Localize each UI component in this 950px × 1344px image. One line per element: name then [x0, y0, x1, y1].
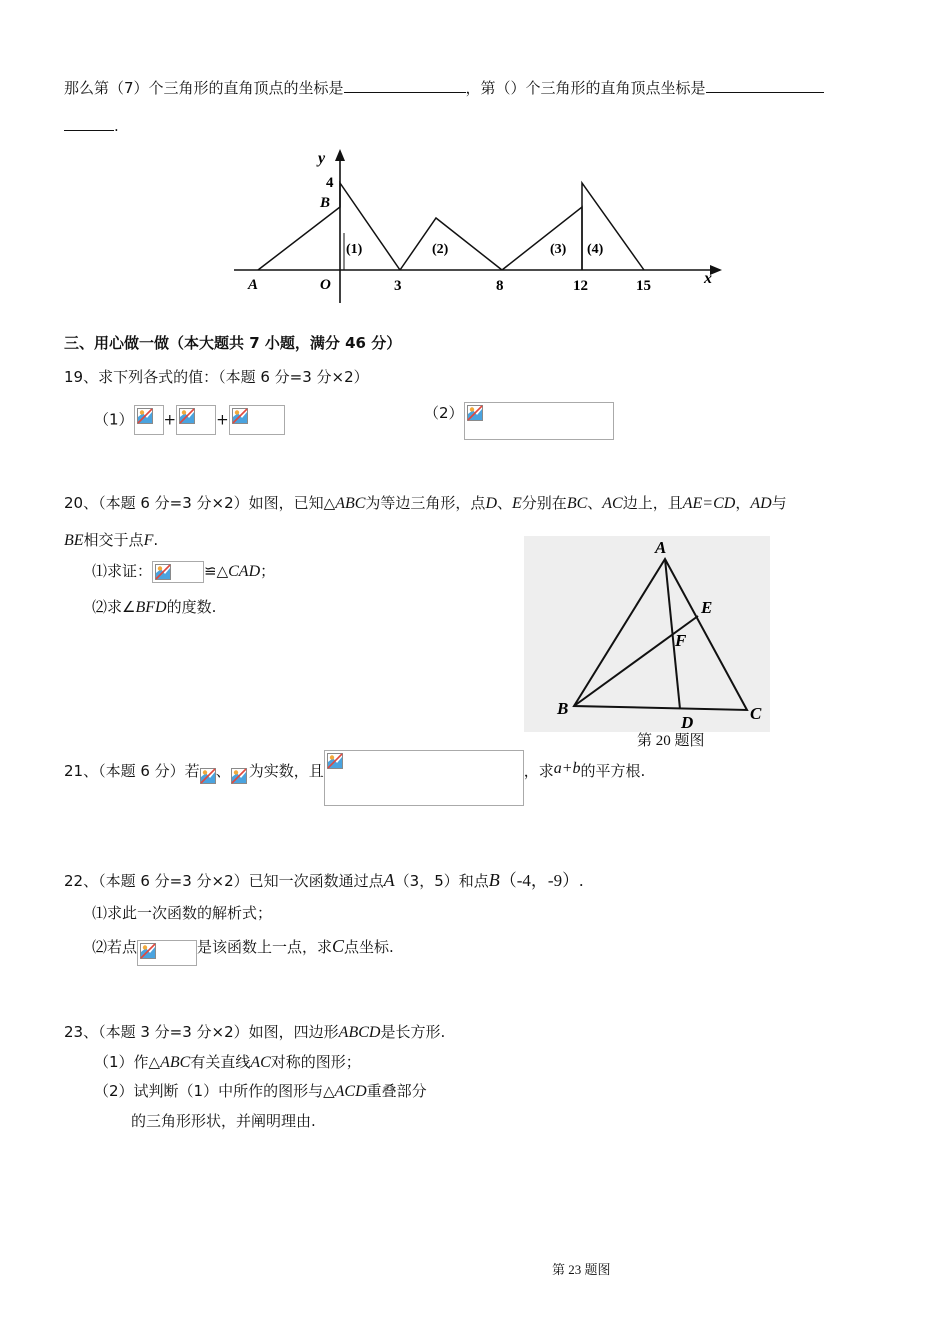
q21-text: 的平方根. [580, 762, 646, 780]
q23-figure-caption: 第 23 题图 [552, 1262, 611, 1277]
var-be: BE [64, 532, 84, 549]
q20-stem-line-1 [64, 492, 787, 513]
var-ae-cd: AE=CD [682, 495, 736, 512]
q23-text: 重叠部分 [366, 1082, 427, 1100]
q20-text: 20、（本题 6 分=3 分×2）如图，已知△ [64, 494, 336, 512]
var-ac: AC [602, 495, 623, 512]
point-b-label: B [320, 195, 331, 211]
triangle-label-1: (1) [346, 242, 363, 257]
q21-text: ，求 [523, 762, 554, 780]
formula-image-20-1 [152, 561, 204, 583]
q20-text: 边上，且 [622, 494, 683, 512]
x-tick-15: 15 [636, 278, 651, 294]
x-tick-8: 8 [496, 278, 504, 294]
point-e-label: E [701, 598, 713, 617]
q21-text: 为实数，且 [248, 762, 324, 780]
q20-part-2-label: ⑵求∠ [92, 598, 136, 616]
q22-part-2 [92, 936, 394, 962]
q19-part-2-label: （2） [424, 404, 464, 422]
triangle-label-4: (4) [587, 242, 604, 257]
y-axis-label: y [318, 150, 326, 167]
q19-part-2 [424, 402, 614, 440]
q20-triangle-figure [524, 536, 770, 732]
vertex-b-label: B [557, 699, 569, 718]
q18-text-2: ，第（）个三角形的直角顶点坐标是 [465, 79, 706, 97]
var-cad: CAD [228, 563, 261, 580]
broken-image-icon [231, 768, 247, 784]
q20-text: ； [260, 562, 276, 580]
var-ac: AC [250, 1054, 271, 1071]
triangle-2 [400, 218, 502, 270]
q21-line [64, 750, 645, 806]
x-tick-12: 12 [573, 278, 588, 294]
origin-label: O [320, 277, 331, 293]
q23-stem [64, 1021, 445, 1042]
section-3-heading: 三、用心做一做（本大题共 7 小题，满分 46 分） [64, 334, 402, 352]
broken-image-icon [155, 564, 171, 580]
q23-text: （1）作△ [94, 1053, 161, 1071]
q23-text: 对称的图形； [270, 1053, 361, 1071]
var-f: F [143, 532, 154, 549]
formula-image-22-c [137, 940, 197, 966]
q20-part-1 [92, 560, 275, 583]
q19-part-1-label: （1） [94, 410, 134, 429]
var-acd: ACD [334, 1083, 367, 1100]
var-e: E [512, 495, 522, 512]
triangle-label-3: (3) [550, 242, 567, 257]
q23-text: （2）试判断（1）中所作的图形与△ [94, 1082, 335, 1100]
var-abc: ABC [335, 495, 366, 512]
point-f-label: F [675, 631, 687, 650]
q20-part-2 [92, 596, 216, 617]
broken-image-icon [179, 408, 195, 424]
plus-sign: + [216, 410, 229, 429]
q20-text: 与 [771, 494, 787, 512]
formula-image-19-1a [134, 405, 164, 435]
q20-text: . [153, 531, 159, 549]
q21-text: 21、（本题 6 分）若 [64, 762, 200, 780]
q23-part-2 [94, 1080, 427, 1101]
triangle-3 [502, 207, 582, 270]
var-abc: ABC [160, 1054, 191, 1071]
q22-text: （-4，-9）. [499, 871, 584, 890]
vertex-a-label: A [655, 538, 667, 557]
var-bfd: BFD [135, 599, 167, 616]
q22-text: 22、（本题 6 分=3 分×2）已知一次函数通过点 [64, 872, 384, 890]
q20-text: ≌△ [204, 562, 229, 580]
answer-blank-1[interactable] [344, 78, 466, 93]
q18-text-1: 那么第（7）个三角形的直角顶点的坐标是 [64, 79, 344, 97]
formula-image-19-1b [176, 405, 216, 435]
q20-part-1-label: ⑴求证： [92, 562, 153, 580]
q22-text: ⑵若点 [92, 938, 138, 956]
formula-image-21-a [200, 764, 216, 788]
q23-part-1 [94, 1051, 361, 1072]
var-abcd: ABCD [338, 1024, 381, 1041]
y-axis-arrow [335, 149, 345, 161]
q18-period: . [114, 117, 119, 135]
q22-stem [64, 866, 583, 891]
var-c: C [332, 936, 345, 956]
q23-text: 有关直线 [190, 1053, 251, 1071]
q18-answer-line-2 [64, 116, 119, 135]
formula-image-21-c [324, 750, 524, 806]
plus-sign: + [163, 410, 177, 429]
q20-text: 、 [497, 494, 513, 512]
point-d-label: D [681, 713, 694, 732]
q19-stem: 19、求下列各式的值：（本题 6 分=3 分×2） [64, 368, 369, 386]
q21-text: 、 [215, 762, 231, 780]
q20-text: 为等边三角形，点 [365, 494, 486, 512]
var-d: D [485, 495, 497, 512]
var-a-plus-b: a+b [553, 760, 581, 777]
broken-image-icon [200, 768, 216, 784]
q23-text: 是长方形. [380, 1023, 446, 1041]
q23-part-2-continued: 的三角形形状，并阐明理由. [131, 1112, 316, 1130]
q22-part-1: ⑴求此一次函数的解析式； [92, 904, 273, 922]
broken-image-icon [327, 753, 343, 769]
x-axis-label: x [704, 270, 712, 287]
q18-triangle-graph [220, 145, 730, 310]
var-b: B [488, 870, 500, 890]
broken-image-icon [140, 943, 156, 959]
triangle-label-2: (2) [432, 242, 449, 257]
formula-image-19-1c [229, 405, 285, 435]
q20-stem-line-2 [64, 529, 158, 550]
q22-text: 点坐标. [344, 938, 394, 956]
answer-blank-2[interactable] [706, 78, 824, 93]
var-ad: AD [750, 495, 772, 512]
broken-image-icon [467, 405, 483, 421]
q19-part-1 [94, 405, 285, 435]
q23-text: 23、（本题 3 分=3 分×2）如图，四边形 [64, 1023, 339, 1041]
var-bc: BC [566, 495, 588, 512]
q20-text: 分别在 [521, 494, 567, 512]
q20-text: 的度数. [166, 598, 217, 616]
formula-image-19-2 [464, 402, 614, 440]
q18-answer-line [64, 77, 824, 98]
q20-figure-caption: 第 20 题图 [637, 733, 705, 749]
vertex-c-label: C [750, 704, 762, 723]
q22-text: （3，5）和点 [394, 872, 489, 890]
formula-image-21-b [231, 762, 249, 788]
q20-text: 相交于点 [83, 531, 144, 549]
q20-text: ， [735, 494, 751, 512]
q20-text: 、 [587, 494, 603, 512]
q22-text: 是该函数上一点，求 [197, 938, 333, 956]
x-tick-3: 3 [394, 278, 402, 294]
answer-blank-2-continued[interactable] [64, 116, 114, 131]
point-a-label: A [248, 277, 259, 293]
tick-4-label: 4 [326, 175, 334, 191]
broken-image-icon [137, 408, 153, 424]
var-a: A [383, 870, 395, 890]
broken-image-icon [232, 408, 248, 424]
